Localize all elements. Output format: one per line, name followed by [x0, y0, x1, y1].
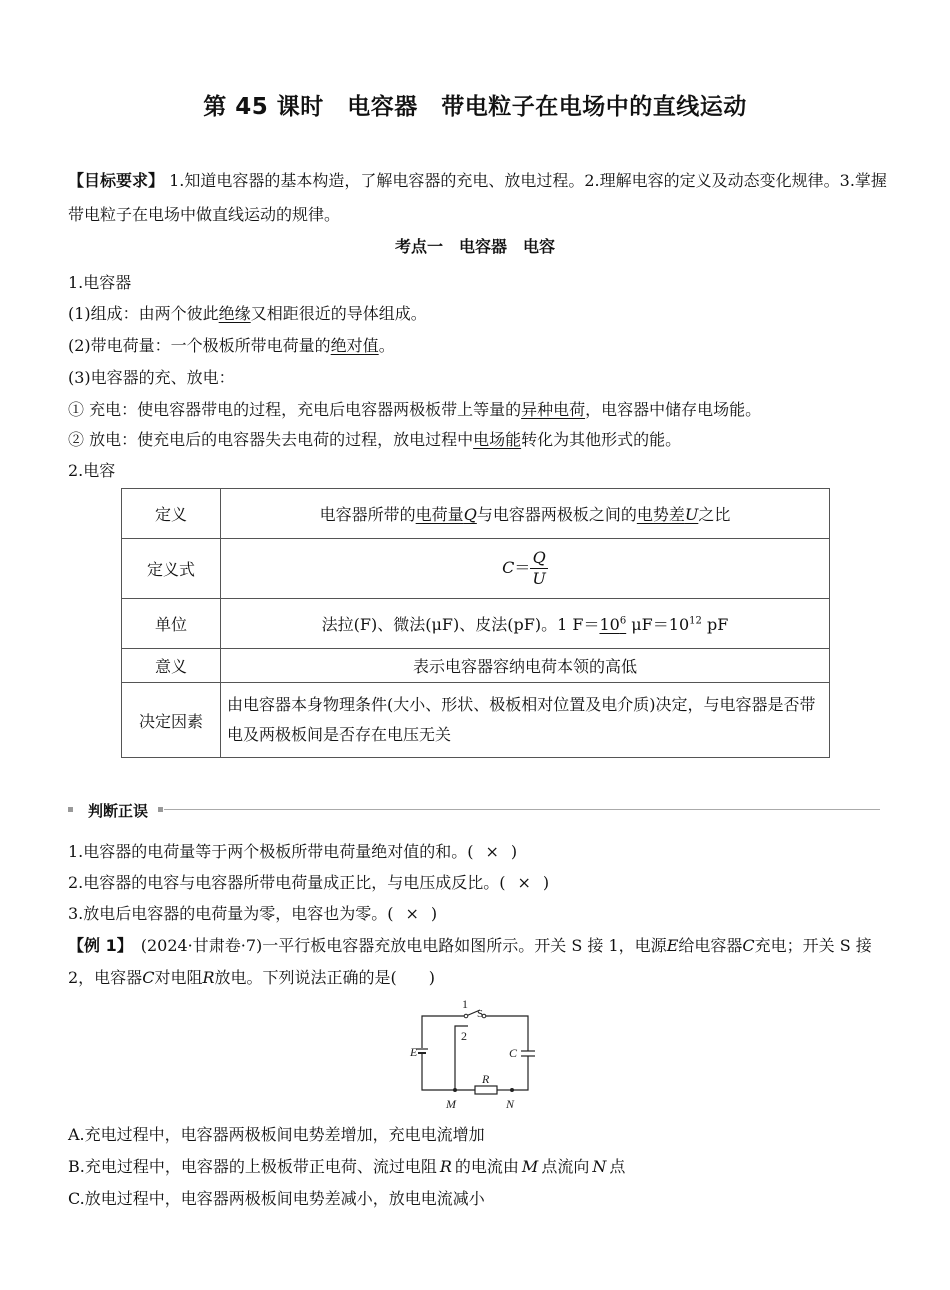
def-mid: 与电容器两极板之间的: [476, 505, 637, 524]
cell-formula: [221, 539, 830, 599]
exponent-6: 6: [619, 615, 627, 627]
charge-line: [68, 333, 395, 356]
table-row-formula: [122, 539, 830, 599]
unit-post: pF: [701, 615, 729, 634]
composition-pre: (1)组成：由两个彼此: [68, 304, 219, 323]
table-row-unit: [122, 599, 830, 649]
def-pre: 电容器所带的: [319, 505, 416, 524]
capacitance-table: [121, 488, 830, 758]
cell-factors: 由电容器本身物理条件(大小、形状、极板相对位置及电介质)决定，与电容器是否带电及两极板间是否存在电压无关: [221, 683, 830, 758]
discharging-pre: ② 放电：使充电后的电容器失去电荷的过程，放电过程中: [68, 430, 474, 449]
blank-insulated: 绝缘: [218, 304, 251, 323]
charge-pre: (2)带电荷量：一个极板所带电荷量的: [68, 336, 331, 355]
option-a: A.充电过程中，电容器两极板间电势差增加，充电电流增加: [68, 1125, 485, 1144]
lesson-title: 第 45 课时 电容器 带电粒子在电场中的直线运动: [203, 94, 747, 120]
circuit-diagram: [400, 996, 550, 1112]
example-tag: 【例 1】: [68, 936, 125, 955]
label-2: 2: [461, 1029, 467, 1043]
example-1: [68, 930, 884, 994]
paren-close: ): [430, 904, 438, 923]
node-n: [510, 1088, 514, 1092]
symbol-r: R: [439, 1157, 452, 1176]
charging-line: [68, 397, 761, 420]
table-row-meaning: [122, 649, 830, 683]
symbol-q: Q: [463, 505, 477, 524]
symbol-c: C: [742, 936, 755, 955]
judge-item-3: [68, 901, 437, 924]
blank-ten-power: [599, 615, 626, 634]
def-u2: 电势差: [636, 505, 685, 524]
square-bullet-icon: [158, 807, 163, 812]
cell-unit: [221, 599, 830, 649]
process-heading: (3)电容器的充、放电：: [68, 368, 235, 387]
cross-mark: ×: [517, 873, 531, 892]
composition-line: [68, 301, 427, 324]
symbol-c: C: [502, 558, 515, 577]
cell-label: 意义: [122, 649, 221, 683]
discharging-line: [68, 427, 681, 450]
switch-pivot: [464, 1014, 468, 1018]
paren-close: ): [542, 873, 550, 892]
example-text: 给电容器: [678, 936, 743, 955]
fraction-denominator: U: [532, 569, 546, 588]
judge-label: 判断正误: [84, 800, 152, 821]
cell-label: 定义式: [122, 539, 221, 599]
table-row-factors: [122, 683, 830, 758]
discharging-post: 转化为其他形式的能。: [521, 430, 682, 449]
cell-label: 决定因素: [122, 683, 221, 758]
section-title: 考点一 电容器 电容: [394, 237, 555, 256]
goals-text: 1.知道电容器的基本构造，了解电容器的充电、放电过程。2.理解电容的定义及动态变化规律。3.掌握带电粒子在电场中做直线运动的规律。: [68, 171, 887, 224]
example-text: 对电阻: [154, 968, 203, 987]
blank-potential-difference: [637, 505, 699, 524]
equals-sign: ＝: [514, 558, 531, 577]
example-text: 放电。下列说法正确的是( ): [214, 968, 435, 987]
blank-charge: [416, 505, 477, 524]
wire-bottom-left: [422, 1054, 475, 1090]
table-row-definition: [122, 489, 830, 539]
unit-ten: 10: [599, 615, 620, 634]
option-b-text: 点流向: [541, 1157, 590, 1176]
symbol-u: U: [684, 505, 699, 524]
cell-definition: [221, 489, 830, 539]
example-text: 充电；开关 S 接 2，电容器: [68, 936, 872, 987]
charging-post: ，电容器中储存电场能。: [585, 400, 762, 419]
wire-bottom-right: [512, 1056, 528, 1090]
cell-meaning: 表示电容器容纳电荷本领的高低: [221, 649, 830, 683]
cross-mark: ×: [485, 842, 499, 861]
symbol-m: M: [521, 1157, 539, 1176]
label-s: S: [477, 1008, 484, 1020]
divider: [164, 809, 880, 810]
cell-label: 定义: [122, 489, 221, 539]
judge-text: 2.电容器的电容与电容器所带电荷量成正比，与电压成反比。(: [68, 873, 506, 892]
capacitance-heading: 2.电容: [68, 461, 116, 480]
node-m: [453, 1088, 457, 1092]
label-m: M: [446, 1097, 456, 1111]
blank-absolute-value: 绝对值: [330, 336, 379, 355]
composition-post: 又相距很近的导体组成。: [250, 304, 427, 323]
charge-post: 。: [378, 336, 395, 355]
judge-text: 1.电容器的电荷量等于两个极板所带电荷量绝对值的和。(: [68, 842, 474, 861]
learning-goals: [68, 164, 898, 232]
capacitor-heading: 1.电容器: [68, 273, 132, 292]
fraction-numerator: Q: [530, 548, 547, 569]
option-b: [68, 1154, 625, 1177]
def-u1: 电荷量: [415, 505, 464, 524]
example-text: (2024·甘肃卷·7)一平行板电容器充放电电路如图所示。开关 S 接 1，电源: [124, 936, 667, 955]
label-e: E: [410, 1045, 418, 1059]
symbol-e: E: [666, 936, 679, 955]
cross-mark: ×: [405, 904, 419, 923]
judge-item-1: [68, 839, 517, 862]
exponent-12: 12: [689, 615, 702, 627]
resistor: [475, 1086, 497, 1094]
paren-close: ): [510, 842, 518, 861]
cell-label: 单位: [122, 599, 221, 649]
option-b-text: 点: [609, 1157, 626, 1176]
option-b-text: 的电流由: [454, 1157, 519, 1176]
judge-section-header: [68, 800, 880, 820]
blank-field-energy: 电场能: [473, 430, 522, 449]
option-b-text: B.充电过程中，电容器的上极板带正电荷、流过电阻: [68, 1157, 437, 1176]
symbol-c: C: [142, 968, 155, 987]
wire-top-right: [484, 1016, 528, 1051]
symbol-r: R: [202, 968, 215, 987]
label-r: R: [482, 1072, 490, 1086]
unit-pre: 法拉(F)、微法(μF)、皮法(pF)。1 F＝: [321, 615, 600, 634]
judge-item-2: [68, 870, 549, 893]
fraction-q-over-u: [530, 548, 547, 589]
unit-mid: μF＝10: [626, 615, 690, 634]
charging-pre: ① 充电：使电容器带电的过程，充电后电容器两极板带上等量的: [68, 400, 522, 419]
judge-text: 3.放电后电容器的电荷量为零，电容也为零。(: [68, 904, 394, 923]
goals-tag: 【目标要求】: [68, 171, 165, 190]
symbol-n: N: [592, 1157, 607, 1176]
option-c: C.放电过程中，电容器两极板间电势差减小，放电电流减小: [68, 1189, 485, 1208]
square-bullet-icon: [68, 807, 73, 812]
label-c: C: [509, 1046, 518, 1060]
def-post: 之比: [698, 505, 731, 524]
blank-opposite-charge: 异种电荷: [521, 400, 586, 419]
wire-top-left: [422, 1016, 466, 1048]
label-1: 1: [462, 997, 468, 1011]
label-n: N: [506, 1097, 515, 1111]
